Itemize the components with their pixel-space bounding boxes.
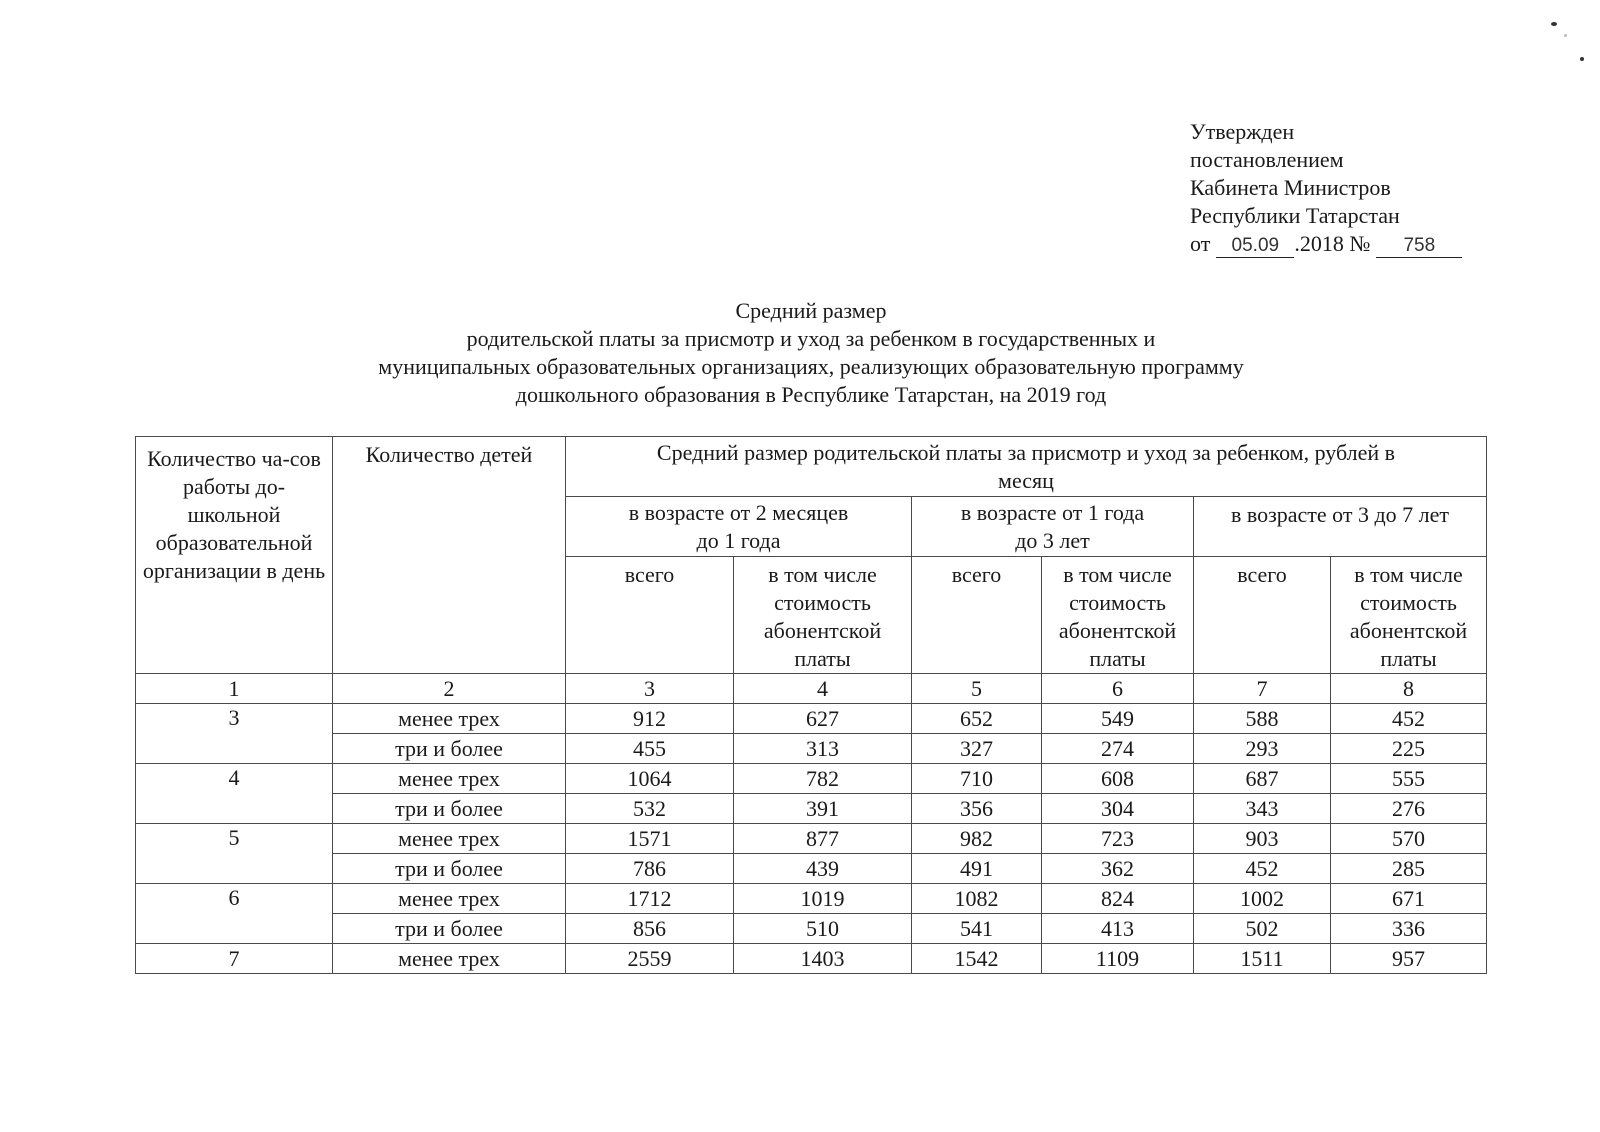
fee-table	[135, 436, 1487, 974]
value-cell: 652	[912, 704, 1042, 734]
value-cell: 285	[1331, 854, 1487, 884]
header-age-group: в возрасте от 2 месяцев до 1 года	[566, 497, 912, 557]
header-average-fee: Средний размер родительской платы за присмотр и уход за ребенком, рублей в месяц	[566, 437, 1487, 497]
children-cell: три и более	[333, 914, 566, 944]
children-cell: три и более	[333, 794, 566, 824]
value-cell: 570	[1331, 824, 1487, 854]
value-cell: 452	[1194, 854, 1331, 884]
document-title	[300, 297, 1322, 409]
value-cell: 502	[1194, 914, 1331, 944]
value-cell: 588	[1194, 704, 1331, 734]
approval-line: Утвержден	[1190, 119, 1295, 144]
value-cell: 957	[1331, 944, 1487, 974]
table-row	[136, 944, 1487, 974]
table-row	[136, 884, 1487, 914]
table-row	[136, 704, 1487, 734]
approval-year: .2018 №	[1294, 231, 1371, 256]
approval-date-field: 05.09	[1216, 235, 1294, 258]
approval-date-line	[1190, 230, 1462, 258]
hours-cell: 3	[136, 704, 333, 764]
approval-line: Республики Татарстан	[1190, 203, 1400, 228]
column-number: 5	[912, 674, 1042, 704]
children-cell: менее трех	[333, 704, 566, 734]
header-total: всего	[912, 557, 1042, 674]
table-row	[136, 764, 1487, 794]
value-cell: 877	[734, 824, 912, 854]
value-cell: 2559	[566, 944, 734, 974]
column-number: 1	[136, 674, 333, 704]
value-cell: 336	[1331, 914, 1487, 944]
hours-cell: 6	[136, 884, 333, 944]
title-line: родительской платы за присмотр и уход за ребенком в государственных и	[466, 326, 1156, 351]
value-cell: 274	[1042, 734, 1194, 764]
value-cell: 608	[1042, 764, 1194, 794]
approval-number-field: 758	[1376, 235, 1462, 258]
title-line: дошкольного образования в Республике Татарстан, на 2019 год	[515, 382, 1107, 407]
hours-cell: 4	[136, 764, 333, 824]
children-cell: менее трех	[333, 764, 566, 794]
value-cell: 455	[566, 734, 734, 764]
value-cell: 912	[566, 704, 734, 734]
title-line: муниципальных образовательных организациях, реализующих образовательную программу	[378, 354, 1244, 379]
approval-prefix: от	[1190, 231, 1211, 256]
approval-line: Кабинета Министров	[1190, 175, 1391, 200]
value-cell: 627	[734, 704, 912, 734]
value-cell: 510	[734, 914, 912, 944]
approval-line: постановлением	[1190, 147, 1344, 172]
value-cell: 276	[1331, 794, 1487, 824]
header-including: в том числе стоимость абонентской платы	[1331, 557, 1487, 674]
value-cell: 491	[912, 854, 1042, 884]
header-children: Количество детей	[333, 437, 566, 674]
value-cell: 1064	[566, 764, 734, 794]
children-cell: менее трех	[333, 884, 566, 914]
header-hours: Количество ча-сов работы до-школьной образовательной организации в день	[136, 437, 333, 674]
table-row	[136, 734, 1487, 764]
scan-speck	[1564, 34, 1567, 37]
hours-cell: 7	[136, 944, 333, 974]
header-including: в том числе стоимость абонентской платы	[1042, 557, 1194, 674]
value-cell: 549	[1042, 704, 1194, 734]
value-cell: 452	[1331, 704, 1487, 734]
value-cell: 1403	[734, 944, 912, 974]
value-cell: 1712	[566, 884, 734, 914]
value-cell: 710	[912, 764, 1042, 794]
value-cell: 413	[1042, 914, 1194, 944]
hours-cell: 5	[136, 824, 333, 884]
value-cell: 982	[912, 824, 1042, 854]
header-total: всего	[566, 557, 734, 674]
value-cell: 313	[734, 734, 912, 764]
column-number: 8	[1331, 674, 1487, 704]
value-cell: 824	[1042, 884, 1194, 914]
scan-speck	[1580, 57, 1584, 61]
children-cell: три и более	[333, 734, 566, 764]
column-number: 4	[734, 674, 912, 704]
value-cell: 1511	[1194, 944, 1331, 974]
value-cell: 1542	[912, 944, 1042, 974]
value-cell: 356	[912, 794, 1042, 824]
value-cell: 1571	[566, 824, 734, 854]
title-line: Средний размер	[735, 298, 887, 323]
column-number: 2	[333, 674, 566, 704]
value-cell: 856	[566, 914, 734, 944]
header-including: в том числе стоимость абонентской платы	[734, 557, 912, 674]
value-cell: 671	[1331, 884, 1487, 914]
value-cell: 687	[1194, 764, 1331, 794]
children-cell: менее трех	[333, 944, 566, 974]
header-age-group: в возрасте от 1 года до 3 лет	[912, 497, 1194, 557]
value-cell: 903	[1194, 824, 1331, 854]
table-row	[136, 824, 1487, 854]
table-row	[136, 914, 1487, 944]
column-number: 6	[1042, 674, 1194, 704]
value-cell: 225	[1331, 734, 1487, 764]
value-cell: 1002	[1194, 884, 1331, 914]
table-row	[136, 854, 1487, 884]
value-cell: 391	[734, 794, 912, 824]
value-cell: 782	[734, 764, 912, 794]
value-cell: 343	[1194, 794, 1331, 824]
children-cell: три и более	[333, 854, 566, 884]
scan-speck	[1551, 22, 1557, 26]
value-cell: 1082	[912, 884, 1042, 914]
value-cell: 1019	[734, 884, 912, 914]
column-number: 7	[1194, 674, 1331, 704]
header-age-group: в возрасте от 3 до 7 лет	[1194, 497, 1487, 557]
approval-stamp	[1190, 118, 1462, 258]
value-cell: 293	[1194, 734, 1331, 764]
children-cell: менее трех	[333, 824, 566, 854]
value-cell: 786	[566, 854, 734, 884]
header-total: всего	[1194, 557, 1331, 674]
value-cell: 1109	[1042, 944, 1194, 974]
value-cell: 723	[1042, 824, 1194, 854]
value-cell: 532	[566, 794, 734, 824]
value-cell: 541	[912, 914, 1042, 944]
value-cell: 327	[912, 734, 1042, 764]
value-cell: 304	[1042, 794, 1194, 824]
column-number: 3	[566, 674, 734, 704]
table-row	[136, 794, 1487, 824]
value-cell: 362	[1042, 854, 1194, 884]
value-cell: 555	[1331, 764, 1487, 794]
value-cell: 439	[734, 854, 912, 884]
